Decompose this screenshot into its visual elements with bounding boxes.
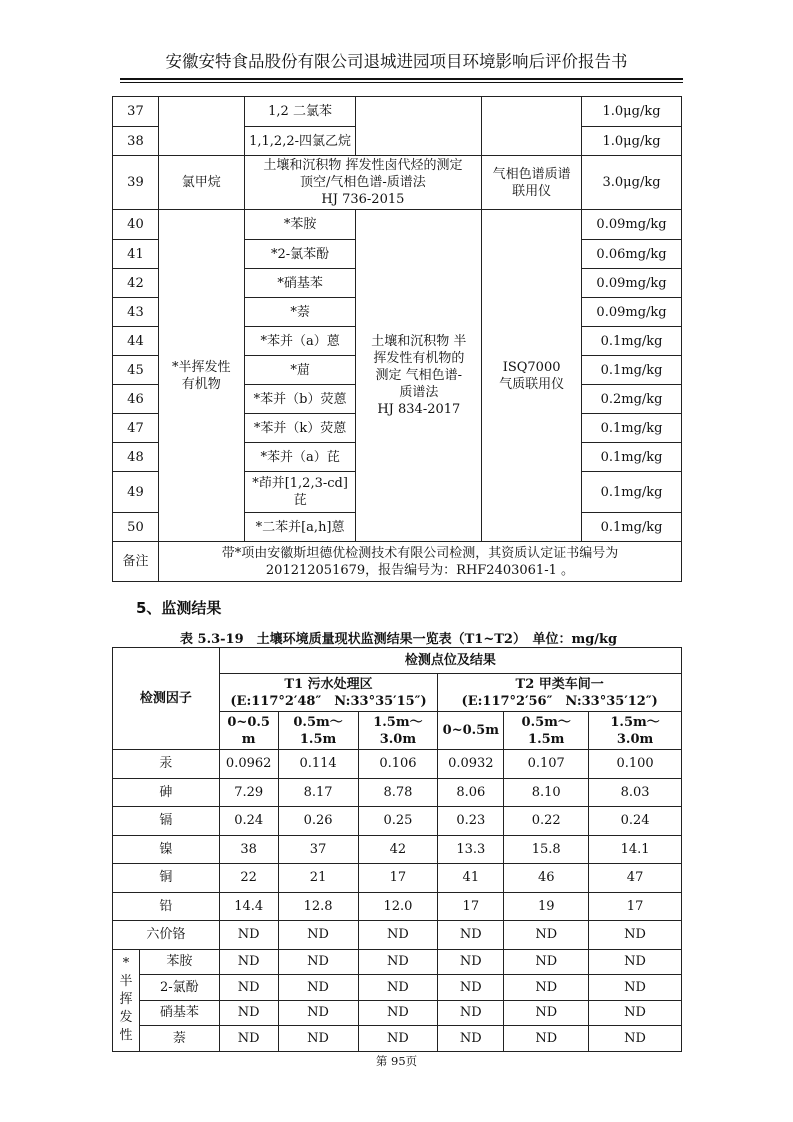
row-number: 37: [113, 97, 159, 127]
table-row: [113, 892, 682, 921]
row-number: 48: [113, 443, 159, 472]
result-value: 47: [589, 864, 682, 893]
result-value: ND: [278, 921, 358, 950]
row-number: 42: [113, 269, 159, 298]
result-value: ND: [219, 921, 278, 950]
result-value: ND: [438, 921, 504, 950]
result-value: ND: [589, 1000, 682, 1026]
header-row: [113, 648, 682, 674]
results-table: [112, 647, 682, 1052]
standard-line: 挥发性有机物的: [373, 351, 465, 366]
depth-line: 3.0m: [616, 731, 654, 747]
result-value: 12.0: [358, 892, 438, 921]
row-number: 44: [113, 327, 159, 356]
analyte-name: [244, 472, 356, 513]
depth-line: 1.5m: [528, 731, 565, 747]
standard-line: HJ 834-2017: [377, 402, 461, 417]
detection-limit: 0.1mg/kg: [582, 356, 682, 385]
table-row: [113, 921, 682, 950]
category-name: [158, 210, 244, 542]
analyte-name: 1,1,2,2-四氯乙烷: [244, 127, 356, 156]
detection-limit: 3.0μg/kg: [582, 156, 682, 210]
result-value: ND: [219, 949, 278, 975]
instrument-line: 气质联用仪: [499, 376, 565, 392]
result-value: 8.03: [589, 778, 682, 807]
analyte-name: *䓛: [244, 356, 356, 385]
depth-line: m: [241, 731, 256, 747]
depth-header: [278, 712, 358, 750]
result-value: 42: [358, 835, 438, 864]
result-value: ND: [438, 1000, 504, 1026]
factor-name: 镉: [113, 807, 220, 836]
table-row: [113, 1026, 682, 1052]
result-value: ND: [504, 1026, 589, 1052]
remark-text: [158, 542, 681, 582]
row-number: 40: [113, 210, 159, 240]
result-value: ND: [589, 975, 682, 1001]
result-value: ND: [219, 1026, 278, 1052]
row-number: 47: [113, 414, 159, 443]
table-caption: 表 5.3-19 土壤环境质量现状监测结果一览表（T1~T2） 单位：mg/kg: [180, 632, 618, 647]
result-value: 0.23: [438, 807, 504, 836]
detection-limit: 0.1mg/kg: [582, 472, 682, 513]
analyte-name: *硝基苯: [244, 269, 356, 298]
standard-cell-empty: [356, 97, 482, 156]
depth-header: [589, 712, 682, 750]
result-value: 41: [438, 864, 504, 893]
table-row: [113, 156, 682, 210]
factor-name: 苯胺: [139, 949, 219, 975]
result-value: 8.06: [438, 778, 504, 807]
results-body: [113, 750, 682, 1052]
page-header-title: 安徽安特食品股份有限公司退城进园项目环境影响后评价报告书: [165, 52, 628, 71]
depth-line: 0~0.5: [227, 714, 270, 730]
depth-header: [504, 712, 589, 750]
result-value: 0.25: [358, 807, 438, 836]
depth-header: [219, 712, 278, 750]
factor-name: 2-氯酚: [139, 975, 219, 1001]
svoc-group-char: 挥: [119, 992, 133, 1007]
instrument-line: 联用仪: [512, 183, 552, 199]
result-value: 8.10: [504, 778, 589, 807]
instrument: [482, 156, 582, 210]
depth-line: 3.0m: [379, 731, 417, 747]
detection-limit: 0.2mg/kg: [582, 385, 682, 414]
result-value: 17: [438, 892, 504, 921]
analyte-line: 芘: [293, 493, 307, 508]
depth-header: [438, 712, 504, 750]
point-name: T1 污水处理区: [284, 676, 373, 692]
row-number: 38: [113, 127, 159, 156]
svoc-group-char: *: [122, 956, 130, 971]
depth-line: 0~0.5m: [442, 723, 499, 738]
result-value: 0.114: [278, 750, 358, 779]
factor-name: 砷: [113, 778, 220, 807]
instrument-line: 气相色谱质谱: [492, 166, 571, 182]
factor-header: 检测因子: [113, 648, 220, 750]
svoc-group-char: 发: [119, 1010, 133, 1025]
page-number: 第 95页: [375, 1054, 418, 1068]
result-value: ND: [358, 1000, 438, 1026]
row-number: 41: [113, 240, 159, 269]
factor-name: 镍: [113, 835, 220, 864]
category-name: 氯甲烷: [158, 156, 244, 210]
result-value: ND: [278, 949, 358, 975]
detection-limit: 0.09mg/kg: [582, 210, 682, 240]
row-number: 45: [113, 356, 159, 385]
result-value: 17: [358, 864, 438, 893]
detection-limit: 0.09mg/kg: [582, 269, 682, 298]
depth-line: 0.5m～: [293, 714, 343, 730]
result-value: ND: [358, 1026, 438, 1052]
result-value: 14.4: [219, 892, 278, 921]
table-row: [113, 778, 682, 807]
table-row: [113, 97, 682, 127]
result-value: 7.29: [219, 778, 278, 807]
analyte-name: 1,2 二氯苯: [244, 97, 356, 127]
point-coordinates: (E:117°2′56″ N:33°35′12″): [461, 693, 658, 709]
analyte-name: *苯并（a）芘: [244, 443, 356, 472]
result-value: ND: [219, 1000, 278, 1026]
table-row: [113, 542, 682, 582]
row-number: 49: [113, 472, 159, 513]
point-t2-header: [438, 674, 682, 712]
result-value: 38: [219, 835, 278, 864]
category-line: *半挥发性: [172, 359, 231, 375]
standard-line: 土壤和沉积物 挥发性卤代烃的测定: [263, 158, 463, 173]
row-number: 46: [113, 385, 159, 414]
result-value: ND: [278, 1000, 358, 1026]
table-row: [113, 1000, 682, 1026]
depth-line: 1.5m～: [373, 714, 423, 730]
analyte-name: *苯并（a）蒽: [244, 327, 356, 356]
result-value: ND: [278, 1026, 358, 1052]
instrument-cell-empty: [482, 97, 582, 156]
header-rule-thick: [120, 78, 683, 80]
table-row: [113, 949, 682, 975]
factor-name: 六价铬: [113, 921, 220, 950]
result-value: 0.26: [278, 807, 358, 836]
result-value: 22: [219, 864, 278, 893]
result-value: ND: [589, 921, 682, 950]
detection-limit: 0.1mg/kg: [582, 513, 682, 542]
result-value: ND: [358, 921, 438, 950]
point-name: T2 甲类车间一: [515, 676, 604, 692]
standard-line: 土壤和沉积物 半: [371, 334, 467, 349]
category-cell-empty: [158, 97, 244, 156]
factor-name: 铜: [113, 864, 220, 893]
result-value: 0.24: [219, 807, 278, 836]
svoc-group-char: 性: [119, 1028, 133, 1043]
point-coordinates: (E:117°2′48″ N:33°35′15″): [230, 693, 427, 709]
result-value: 0.24: [589, 807, 682, 836]
result-value: ND: [278, 975, 358, 1001]
row-number: 50: [113, 513, 159, 542]
standard-line: 质谱法: [399, 385, 439, 400]
result-value: ND: [358, 949, 438, 975]
result-value: ND: [438, 949, 504, 975]
category-line: 有机物: [181, 376, 221, 392]
table-row: [113, 835, 682, 864]
standard-line: HJ 736-2015: [321, 192, 405, 207]
result-value: ND: [504, 975, 589, 1001]
analyte-name: *苯并（b）荧蒽: [244, 385, 356, 414]
result-value: 0.0932: [438, 750, 504, 779]
detection-limit: 0.1mg/kg: [582, 443, 682, 472]
table-row: [113, 807, 682, 836]
result-value: ND: [504, 921, 589, 950]
row-number: 43: [113, 298, 159, 327]
result-value: ND: [438, 975, 504, 1001]
point-t1-header: [219, 674, 438, 712]
standard-line: 顶空/气相色谱-质谱法: [300, 175, 426, 190]
result-value: 0.0962: [219, 750, 278, 779]
result-value: 8.17: [278, 778, 358, 807]
result-value: 0.107: [504, 750, 589, 779]
table-row: [113, 750, 682, 779]
result-value: 0.106: [358, 750, 438, 779]
result-value: 46: [504, 864, 589, 893]
points-header: 检测点位及结果: [219, 648, 681, 674]
result-value: ND: [438, 1026, 504, 1052]
header-rule-thin: [120, 82, 683, 83]
analyte-name: *二苯并[a,h]蒽: [244, 513, 356, 542]
detection-limit: 0.06mg/kg: [582, 240, 682, 269]
result-value: ND: [589, 949, 682, 975]
detection-limit: 0.1mg/kg: [582, 327, 682, 356]
remark-line: 201212051679，报告编号为：RHF2403061-1 。: [265, 562, 574, 578]
table-row: [113, 210, 682, 240]
svoc-group-char: 半: [119, 974, 133, 989]
detection-limit: 0.09mg/kg: [582, 298, 682, 327]
analyte-line: *茚并[1,2,3-cd]: [252, 476, 348, 491]
result-value: 19: [504, 892, 589, 921]
result-value: 15.8: [504, 835, 589, 864]
depth-line: 1.5m: [299, 731, 337, 747]
analyte-name: *萘: [244, 298, 356, 327]
result-value: 21: [278, 864, 358, 893]
factor-name: 铅: [113, 892, 220, 921]
factor-name: 萘: [139, 1026, 219, 1052]
depth-header: [358, 712, 438, 750]
analyte-name: *2-氯苯酚: [244, 240, 356, 269]
result-value: 37: [278, 835, 358, 864]
result-value: ND: [504, 949, 589, 975]
detection-limit: 1.0μg/kg: [582, 97, 682, 127]
standard-method: [356, 210, 482, 542]
table-row: [113, 864, 682, 893]
result-value: 12.8: [278, 892, 358, 921]
standard-method: [244, 156, 482, 210]
result-value: 0.100: [589, 750, 682, 779]
result-value: 13.3: [438, 835, 504, 864]
result-value: 17: [589, 892, 682, 921]
standard-line: 测定 气相色谱-: [375, 368, 463, 383]
svoc-group-label: [113, 949, 140, 1051]
row-number: 39: [113, 156, 159, 210]
remark-line: 带*项由安徽斯坦德优检测技术有限公司检测，其资质认定证书编号为: [221, 545, 619, 561]
instrument-line: ISQ7000: [502, 359, 561, 375]
factor-name: 硝基苯: [139, 1000, 219, 1026]
analyte-name: *苯并（k）荧蒽: [244, 414, 356, 443]
result-value: ND: [589, 1026, 682, 1052]
analyte-name: *苯胺: [244, 210, 356, 240]
result-value: 14.1: [589, 835, 682, 864]
result-value: 8.78: [358, 778, 438, 807]
factor-name: 汞: [113, 750, 220, 779]
instrument: [482, 210, 582, 542]
result-value: 0.22: [504, 807, 589, 836]
remark-label: 备注: [113, 542, 159, 582]
result-value: ND: [358, 975, 438, 1001]
table-row: [113, 975, 682, 1001]
result-value: ND: [219, 975, 278, 1001]
result-value: ND: [504, 1000, 589, 1026]
section-heading: 5、监测结果: [136, 599, 222, 617]
detection-limit: 1.0μg/kg: [582, 127, 682, 156]
method-table: [112, 96, 682, 582]
depth-line: 1.5m～: [610, 714, 660, 730]
depth-line: 0.5m～: [521, 714, 571, 730]
detection-limit: 0.1mg/kg: [582, 414, 682, 443]
